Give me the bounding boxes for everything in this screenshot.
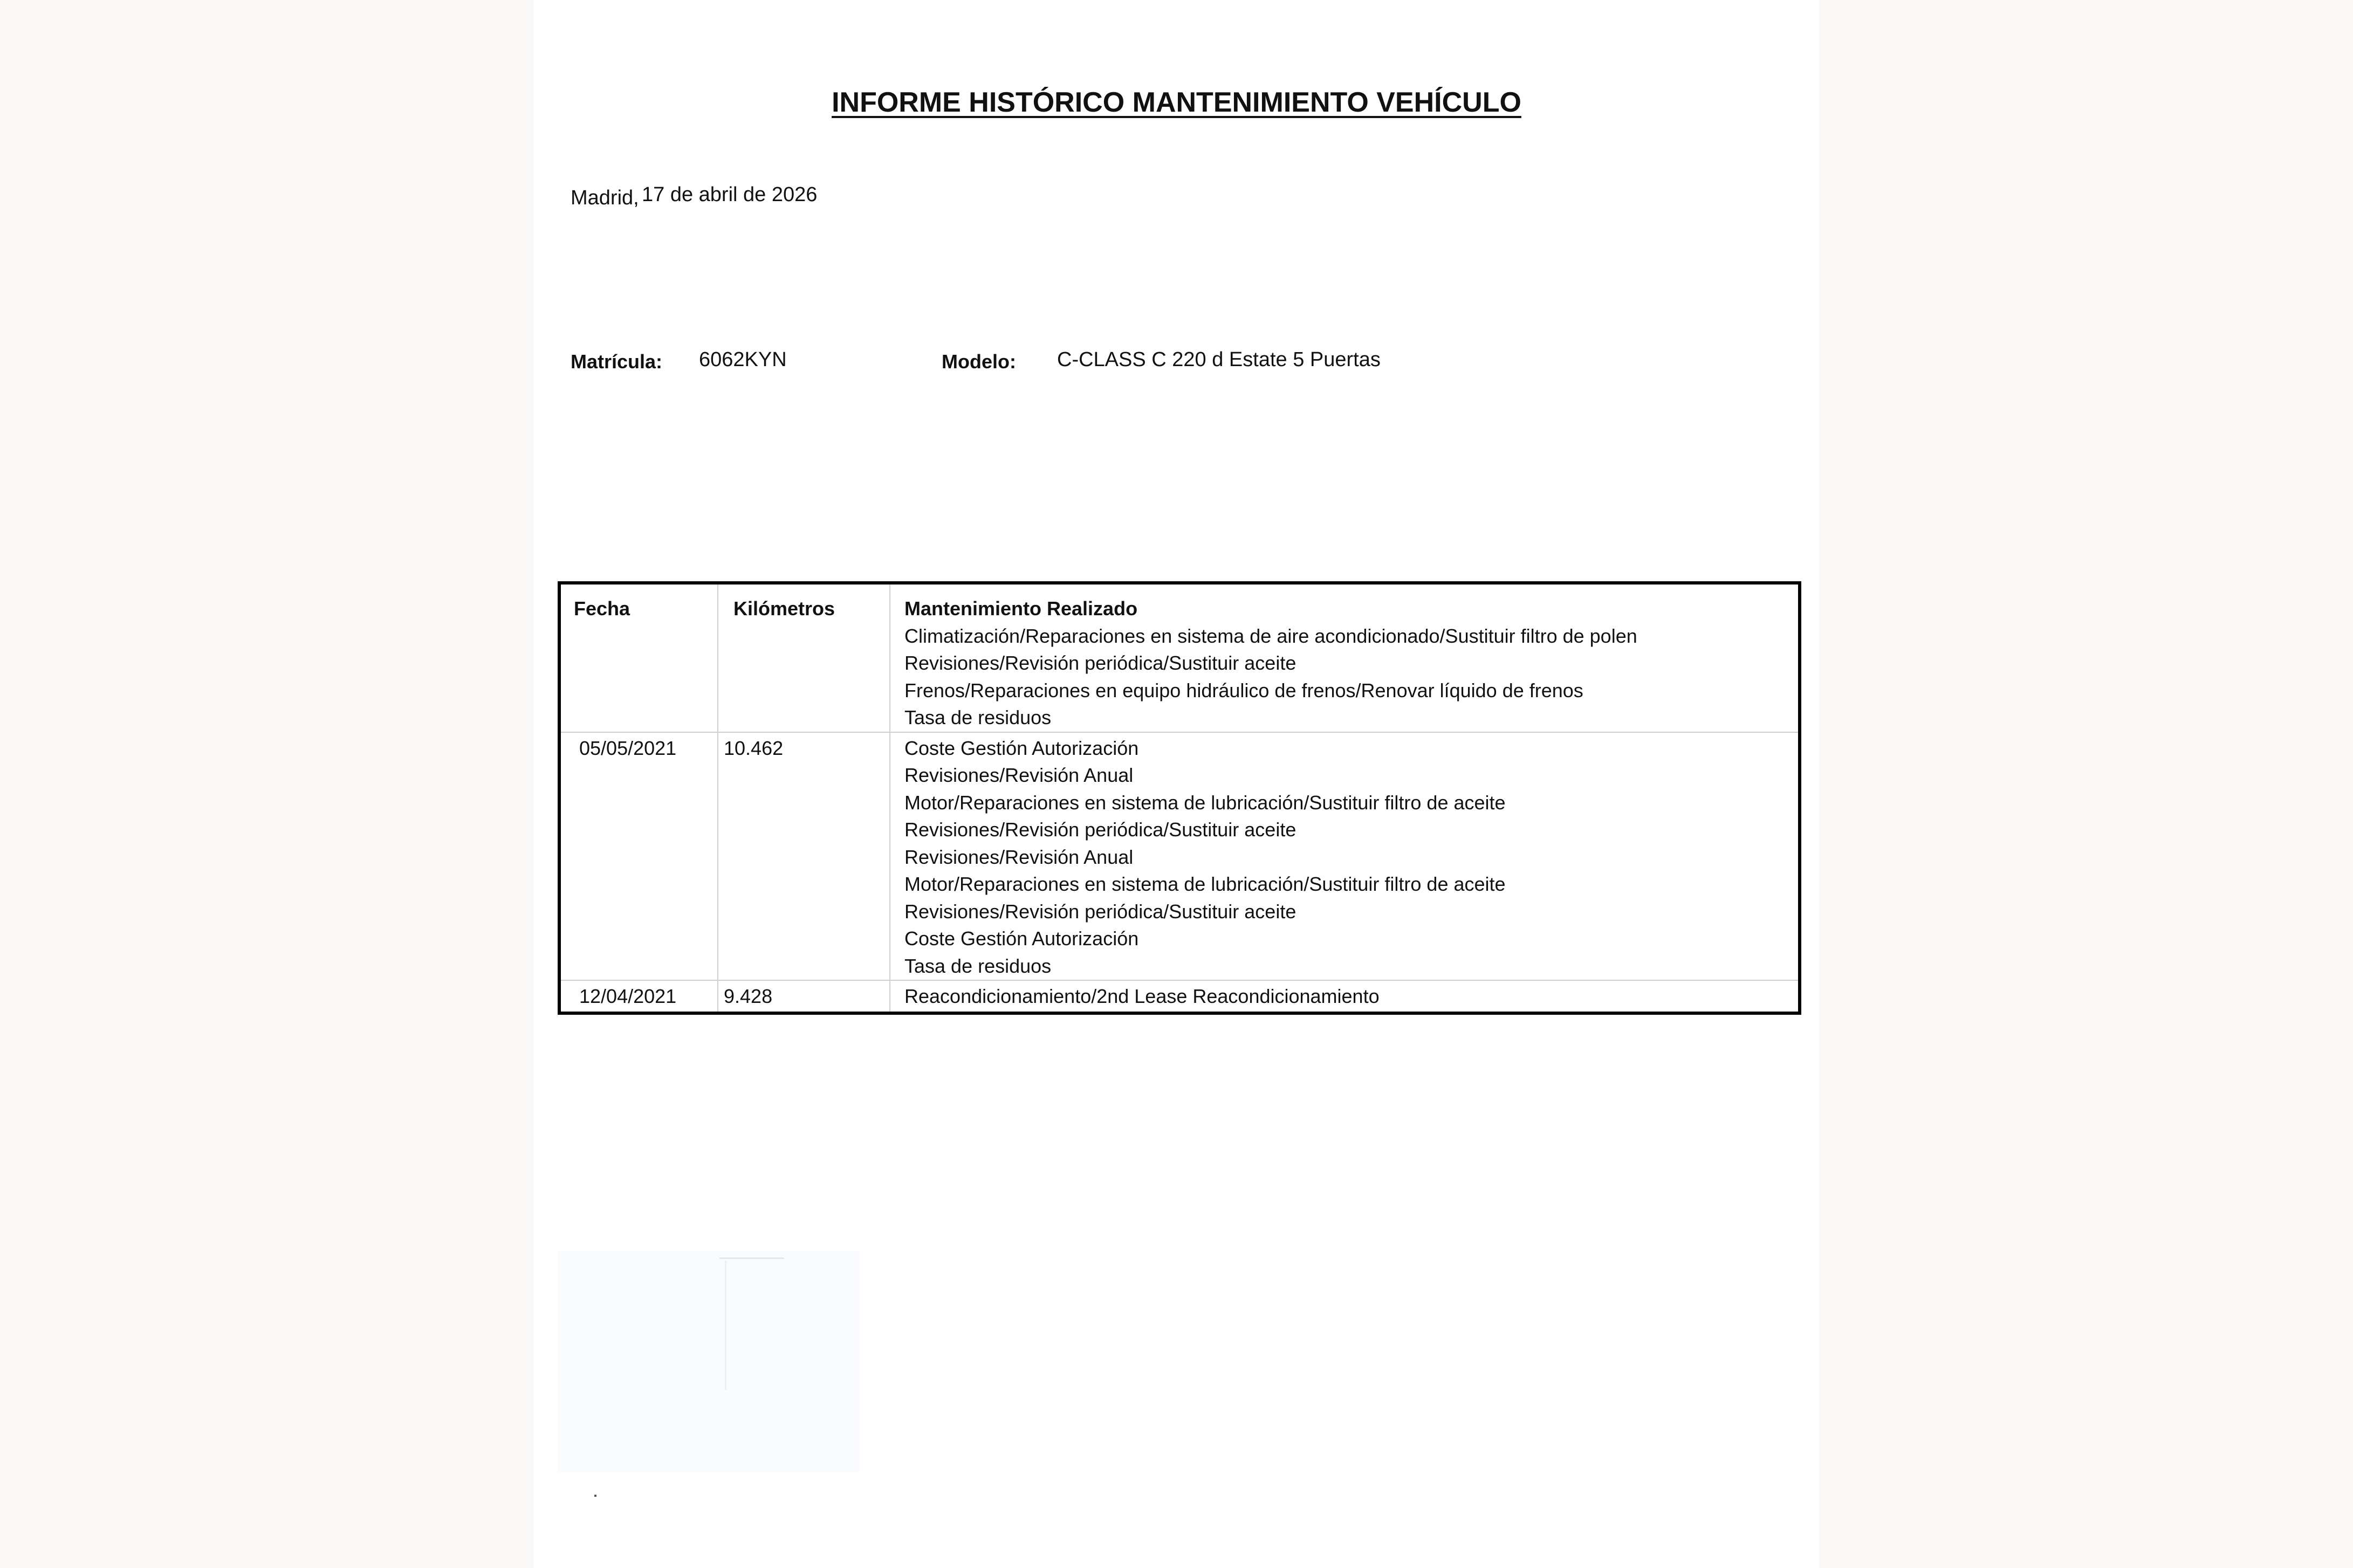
maintenance-item: Reacondicionamiento/2nd Lease Reacondicionamiento <box>904 985 1380 1007</box>
plate-label: Matrícula: <box>571 350 663 373</box>
maintenance-item: Tasa de residuos <box>904 706 1052 728</box>
table-row <box>559 980 1800 1013</box>
maintenance-item: Revisiones/Revisión Anual <box>904 764 1134 786</box>
maintenance-item: Revisiones/Revisión periódica/Sustituir aceite <box>904 819 1296 841</box>
stamp-line <box>719 1257 784 1259</box>
stamp-dot <box>594 1495 596 1497</box>
row-maintenance <box>890 980 1800 1013</box>
document-page <box>534 0 1819 1568</box>
maintenance-item: Climatización/Reparaciones en sistema de aire acondicionado/Sustituir filtro de polen <box>904 624 1637 647</box>
row-km: 10.462 <box>718 732 890 981</box>
maintenance-table <box>558 581 1801 1015</box>
maintenance-item: Motor/Reparaciones en sistema de lubricación/Sustituir filtro de aceite <box>904 791 1506 814</box>
maintenance-item: Tasa de residuos <box>904 954 1052 977</box>
maintenance-item: Revisiones/Revisión periódica/Sustituir aceite <box>904 900 1296 923</box>
report-title: INFORME HISTÓRICO MANTENIMIENTO VEHÍCULO <box>832 87 1521 118</box>
maintenance-item: Coste Gestión Autorización <box>904 737 1139 759</box>
report-city: Madrid, <box>571 187 639 209</box>
header-km: Kilómetros <box>718 583 890 732</box>
maintenance-item: Revisiones/Revisión periódica/Sustituir aceite <box>904 652 1296 674</box>
row-km: 9.428 <box>718 980 890 1013</box>
maintenance-item: Revisiones/Revisión Anual <box>904 845 1134 868</box>
header-maintenance-cell <box>890 583 1800 732</box>
maintenance-item: Motor/Reparaciones en sistema de lubricación/Sustituir filtro de aceite <box>904 873 1506 895</box>
table-header-row <box>559 583 1800 732</box>
row-maintenance <box>890 732 1800 981</box>
header-maintenance: Mantenimiento Realizado <box>904 597 1138 620</box>
report-date: 17 de abril de 2026 <box>642 183 818 206</box>
faded-stamp-area <box>558 1251 860 1472</box>
maintenance-item: Frenos/Reparaciones en equipo hidráulico de frenos/Renovar líquido de frenos <box>904 679 1583 702</box>
header-date: Fecha <box>559 583 718 732</box>
maintenance-item: Coste Gestión Autorización <box>904 927 1139 950</box>
model-value: C-CLASS C 220 d Estate 5 Puertas <box>1057 348 1381 371</box>
row-date: 05/05/2021 <box>559 732 718 981</box>
table-row <box>559 732 1800 981</box>
model-label: Modelo: <box>942 350 1016 373</box>
row-date: 12/04/2021 <box>559 980 718 1013</box>
plate-value: 6062KYN <box>699 348 787 371</box>
stamp-line <box>725 1261 726 1390</box>
